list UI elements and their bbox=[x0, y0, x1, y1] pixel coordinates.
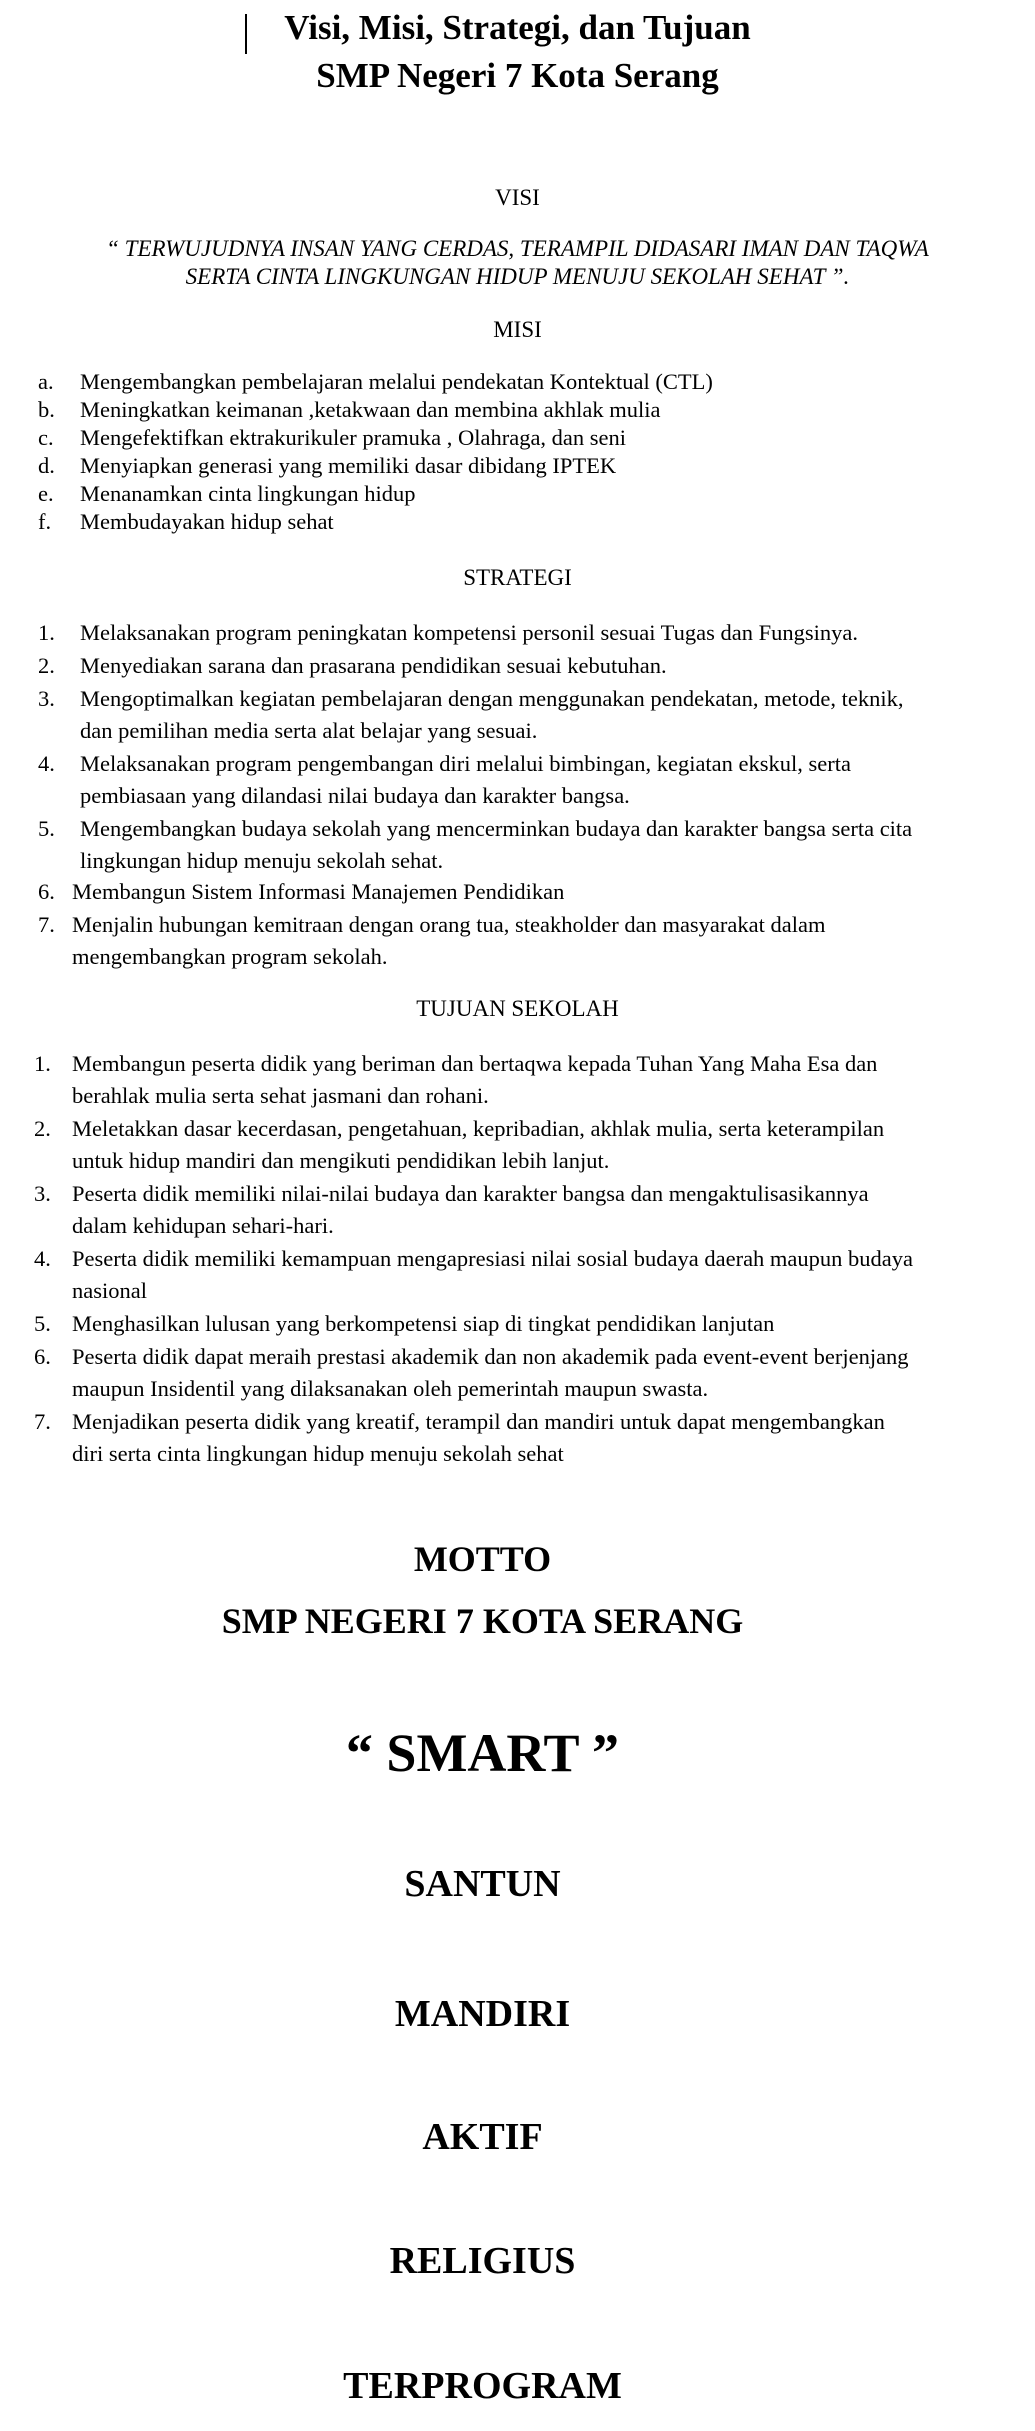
tujuan-item-text: nasional bbox=[72, 1278, 147, 1303]
misi-heading: MISI bbox=[493, 317, 542, 342]
tujuan-item-text: Peserta didik dapat meraih prestasi akademik dan non akademik pada event-event berjenjang bbox=[72, 1344, 909, 1369]
tujuan-item-text: Peserta didik memiliki nilai-nilai budaya dan karakter bangsa dan mengaktulisasikannya bbox=[72, 1181, 869, 1206]
tujuan-heading: TUJUAN SEKOLAH bbox=[416, 996, 619, 1021]
strategi-item-text: dan pemilihan media serta alat belajar yang sesuai. bbox=[80, 718, 538, 743]
tujuan-item-text: Menjadikan peserta didik yang kreatif, terampil dan mandiri untuk dapat mengembangkan bbox=[72, 1409, 885, 1434]
strategi-item-label: 6. bbox=[38, 879, 55, 904]
title-line-1: Visi, Misi, Strategi, dan Tujuan bbox=[284, 8, 751, 47]
misi-item-text: Meningkatkan keimanan ,ketakwaan dan membina akhlak mulia bbox=[80, 397, 661, 422]
motto-word: MANDIRI bbox=[394, 1993, 571, 2035]
strategi-item-text: lingkungan hidup menuju sekolah sehat. bbox=[80, 848, 444, 873]
strategi-item-text: Melaksanakan program pengembangan diri melalui bimbingan, kegiatan ekskul, serta bbox=[80, 751, 852, 776]
tujuan-item-text: berahlak mulia serta sehat jasmani dan rohani. bbox=[72, 1083, 489, 1108]
strategi-item-text: mengembangkan program sekolah. bbox=[72, 944, 388, 969]
tujuan-item-label: 1. bbox=[34, 1051, 51, 1076]
strategi-item-text: Menjalin hubungan kemitraan dengan orang tua, steakholder dan masyarakat dalam bbox=[72, 912, 826, 937]
motto-word: AKTIF bbox=[422, 2116, 543, 2158]
visi-statement bbox=[0, 235, 1035, 291]
tujuan-item-text: dalam kehidupan sehari-hari. bbox=[72, 1213, 334, 1238]
tujuan-item-text: Menghasilkan lulusan yang berkompetensi siap di tingkat pendidikan lanjutan bbox=[72, 1311, 775, 1336]
misi-item-text: Membudayakan hidup sehat bbox=[80, 509, 334, 534]
motto-word: RELIGIUS bbox=[389, 2240, 576, 2282]
tujuan-item-label: 3. bbox=[34, 1181, 51, 1206]
tujuan-item-text: diri serta cinta lingkungan hidup menuju sekolah sehat bbox=[72, 1441, 564, 1466]
tujuan-item-text: untuk hidup mandiri dan mengikuti pendidikan lebih lanjut. bbox=[72, 1148, 610, 1173]
strategi-heading: STRATEGI bbox=[463, 565, 572, 590]
motto-school: SMP NEGERI 7 KOTA SERANG bbox=[221, 1601, 744, 1641]
motto-heading: MOTTO bbox=[413, 1539, 552, 1579]
strategi-item-text: pembiasaan yang dilandasi nilai budaya dan karakter bangsa. bbox=[80, 783, 630, 808]
misi-item-text: Mengefektifkan ektrakurikuler pramuka , Olahraga, dan seni bbox=[80, 425, 627, 450]
misi-item-label: e. bbox=[38, 481, 54, 506]
tujuan-item-label: 2. bbox=[34, 1116, 51, 1141]
tujuan-item-label: 6. bbox=[34, 1344, 51, 1369]
misi-item-text: Menyiapkan generasi yang memiliki dasar dibidang IPTEK bbox=[80, 453, 617, 478]
motto-word: TERPROGRAM bbox=[343, 2365, 622, 2407]
misi-item-text: Mengembangkan pembelajaran melalui pendekatan Kontektual (CTL) bbox=[80, 369, 713, 394]
misi-item-label: a. bbox=[38, 369, 54, 394]
strategi-item-text: Membangun Sistem Informasi Manajemen Pendidikan bbox=[72, 879, 565, 904]
misi-item-label: f. bbox=[38, 509, 52, 534]
strategi-item-label: 5. bbox=[38, 816, 55, 841]
strategi-item-label: 3. bbox=[38, 686, 55, 711]
strategi-item-label: 1. bbox=[38, 620, 55, 645]
motto-slogan: “ SMART ” bbox=[345, 1723, 620, 1783]
strategi-item-label: 2. bbox=[38, 653, 55, 678]
visi-line-2: SERTA CINTA LINGKUNGAN HIDUP MENUJU SEKOLAH SEHAT ”. bbox=[185, 264, 850, 289]
tujuan-item-label: 5. bbox=[34, 1311, 51, 1336]
misi-item-label: b. bbox=[38, 397, 55, 422]
tujuan-item-label: 7. bbox=[34, 1409, 51, 1434]
visi-heading: VISI bbox=[495, 185, 540, 210]
strategi-item-text: Mengembangkan budaya sekolah yang mencerminkan budaya dan karakter bangsa serta cita bbox=[80, 816, 913, 841]
tujuan-item-text: Meletakkan dasar kecerdasan, pengetahuan, kepribadian, akhlak mulia, serta keterampilan bbox=[72, 1116, 885, 1141]
misi-item-text: Menanamkan cinta lingkungan hidup bbox=[80, 481, 416, 506]
title-line-2: SMP Negeri 7 Kota Serang bbox=[316, 56, 719, 95]
tujuan-item-text: Membangun peserta didik yang beriman dan bertaqwa kepada Tuhan Yang Maha Esa dan bbox=[72, 1051, 878, 1076]
strategi-item-text: Mengoptimalkan kegiatan pembelajaran dengan menggunakan pendekatan, metode, teknik, bbox=[80, 686, 904, 711]
visi-line-1: “ TERWUJUDNYA INSAN YANG CERDAS, TERAMPIL DIDASARI IMAN DAN TAQWA bbox=[106, 236, 929, 261]
motto-word: SANTUN bbox=[404, 1863, 561, 1905]
strategi-item-text: Menyediakan sarana dan prasarana pendidikan sesuai kebutuhan. bbox=[80, 653, 667, 678]
tujuan-item-label: 4. bbox=[34, 1246, 51, 1271]
strategi-item-label: 7. bbox=[38, 912, 55, 937]
strategi-item-label: 4. bbox=[38, 751, 55, 776]
tujuan-item-text: Peserta didik memiliki kemampuan mengapresiasi nilai sosial budaya daerah maupun budaya bbox=[72, 1246, 914, 1271]
strategi-item-text: Melaksanakan program peningkatan kompetensi personil sesuai Tugas dan Fungsinya. bbox=[80, 620, 858, 645]
tujuan-item-text: maupun Insidentil yang dilaksanakan oleh pemerintah maupun swasta. bbox=[72, 1376, 709, 1401]
misi-item-label: d. bbox=[38, 453, 55, 478]
page-title bbox=[0, 4, 1035, 100]
misi-item-label: c. bbox=[38, 425, 54, 450]
